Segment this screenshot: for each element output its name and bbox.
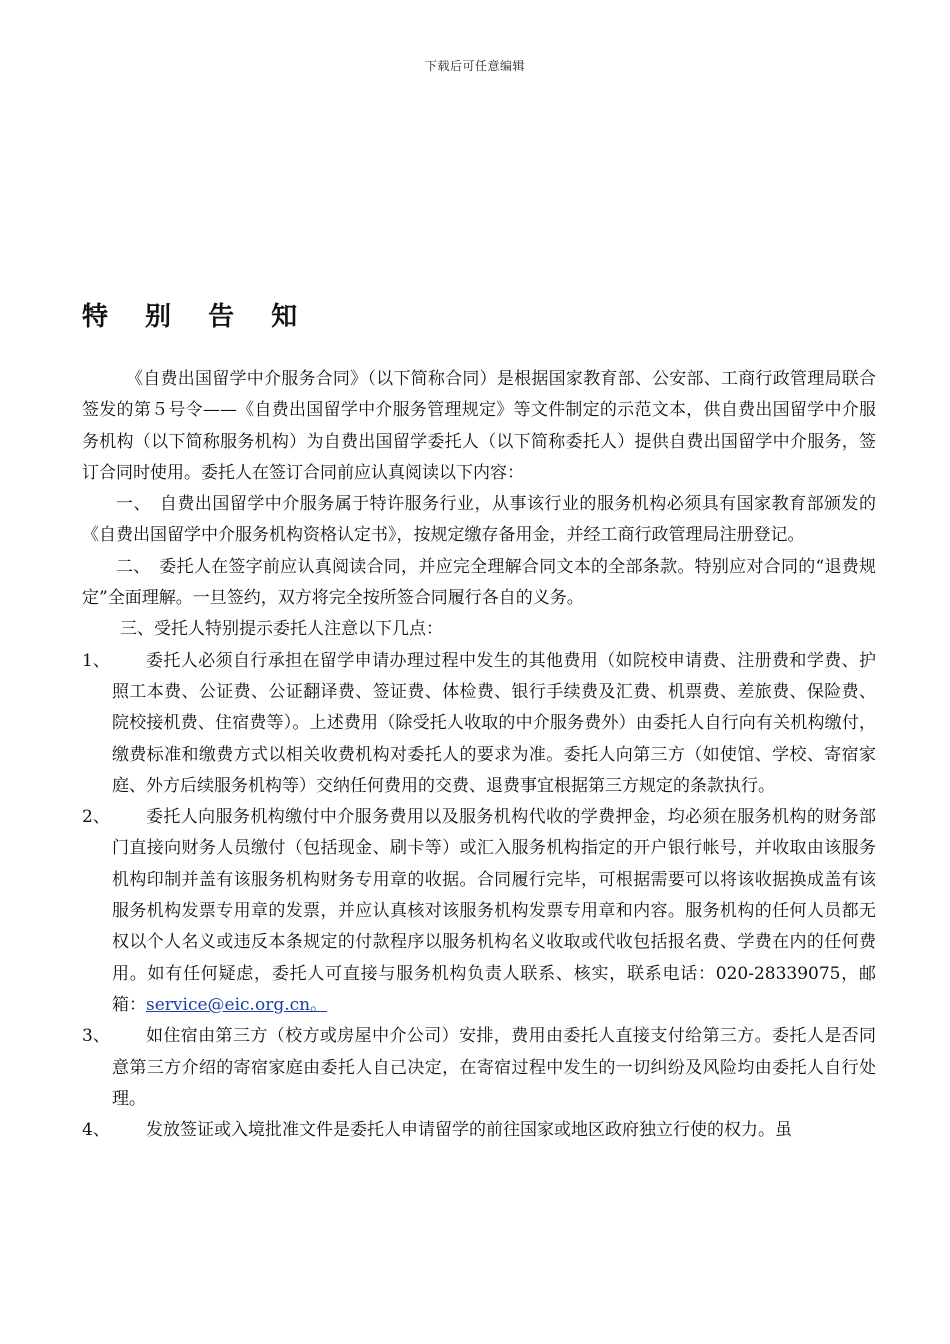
numbered-item-2	[82, 802, 876, 1021]
item-text-with-contact	[112, 802, 876, 1021]
intro-paragraph: 《自费出国留学中介服务合同》（以下简称合同）是根据国家教育部、公安部、工商行政管理局联合签发的第５号令——《自费出国留学中介服务管理规定》等文件制定的示范文本，供自费出国留学中介服务机构（以下简称服务机构）为自费出国留学委托人（以下简称委托人）提供自费出国留学中介服务，签订合同时使用。委托人在签订合同前应认真阅读以下内容：	[82, 369, 876, 483]
item-text: 发放签证或入境批准文件是委托人申请留学的前往国家或地区政府独立行使的权力。虽	[146, 1120, 792, 1141]
item-text: 委托人向服务机构缴付中介服务费用以及服务机构代收的学费押金，均必须在服务机构的财务部门直接向财务人员缴付（包括现金、刷卡等）或汇入服务机构指定的开户银行帐号，并收取由该服务机构印制并盖有该服务机构财务专用章的收据。合同履行完毕，可根据需要可以将该收据换成盖有该服务机构发票专用章的发票，并应认真核对该服务机构发票专用章和内容。服务机构的任何人员都无权以个人名义或违反本条规定的付款程序以服务机构名义收取或代收包括报名费、学费在内的任何费用。如有任何疑虑，委托人可直接与服务机构负责人联系、核实，联系电话：	[112, 807, 876, 984]
item-text: 如住宿由第三方（校方或房屋中介公司）安排，费用由委托人直接支付给第三方。委托人是否同意第三方介绍的寄宿家庭由委托人自己决定，在寄宿过程中发生的一切纠纷及风险均由委托人自行处理。	[112, 1026, 876, 1109]
item-number: 2、	[82, 807, 110, 828]
numbered-item-3	[82, 1021, 876, 1115]
numbered-item-1	[82, 646, 876, 802]
numbered-item-4	[82, 1115, 876, 1146]
contact-phone: 020-28339075	[715, 963, 841, 984]
item-text: 委托人必须自行承担在留学申请办理过程中发生的其他费用（如院校申请费、注册费和学费、护照工本费、公证费、公证翻译费、签证费、体检费、银行手续费及汇费、机票费、差旅费、保险费、院校接机费、住宿费等）。上述费用（除受托人收取的中介服务费外）由委托人自行向有关机构缴付，缴费标准和缴费方式以相关收费机构对委托人的要求为准。委托人向第三方（如使馆、学校、寄宿家庭、外方后续服务机构等）交纳任何费用的交费、退费事宜根据第三方规定的条款执行。	[112, 650, 876, 796]
document-body	[82, 364, 876, 1146]
item-number: 3、	[82, 1026, 110, 1047]
clause-one: 一、 自费出国留学中介服务属于特许服务行业，从事该行业的服务机构必须具有国家教育部颁发的《自费出国留学中介服务机构资格认定书》，按规定缴存备用金，并经工商行政管理局注册登记。	[82, 494, 876, 546]
document-title: 特 别 告 知	[82, 302, 312, 332]
item-number: 4、	[82, 1120, 110, 1141]
email-label: ，邮箱：	[112, 963, 876, 1015]
clause-two: 二、 委托人在签字前应认真阅读合同，并应完全理解合同文本的全部条款。特别应对合同的“退费规定”全面理解。一旦签约，双方将完全按所签合同履行各自的义务。	[82, 556, 876, 609]
clause-three: 三、受托人特别提示委托人注意以下几点：	[120, 619, 443, 640]
item-number: 1、	[82, 650, 110, 671]
page-header-note: 下载后可任意编辑	[424, 59, 525, 73]
contact-email-link[interactable]: service@eic.org.cn。	[146, 994, 328, 1015]
